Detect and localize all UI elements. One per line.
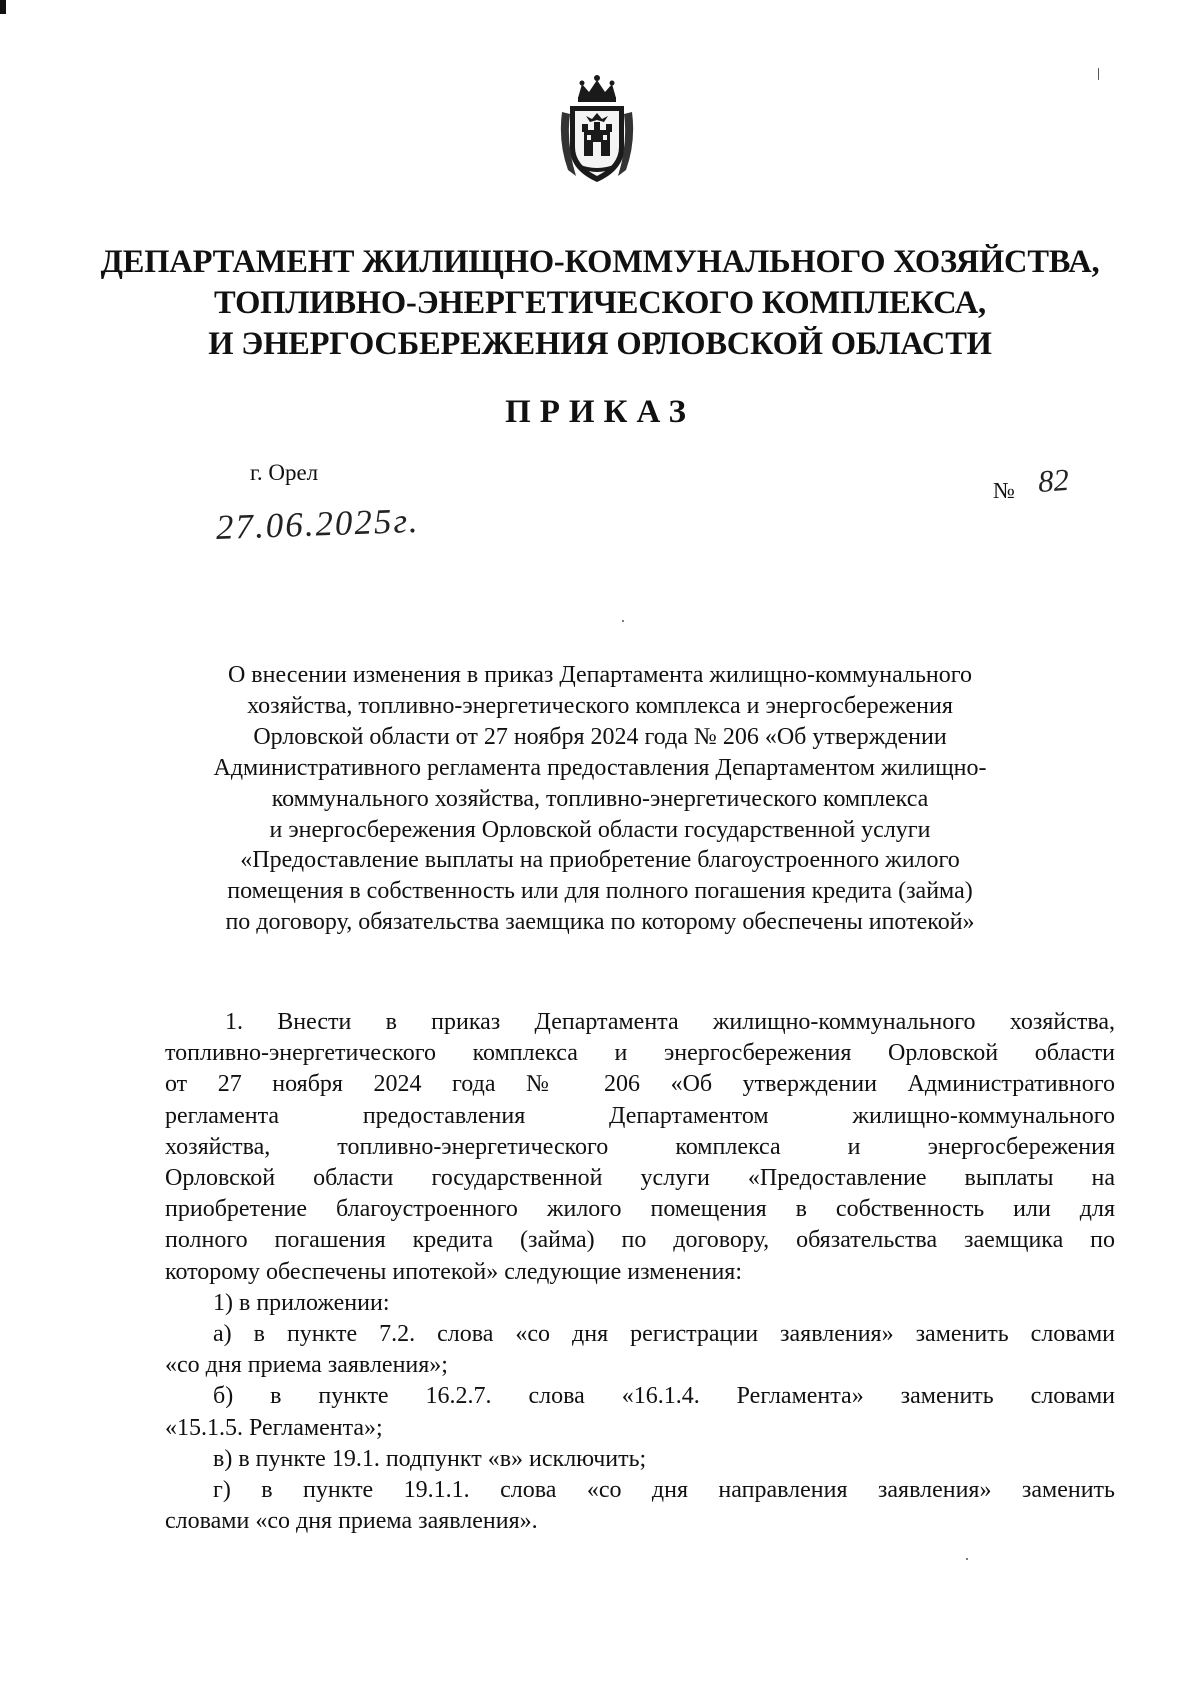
scan-edge-mark [0, 0, 6, 14]
subject-line: хозяйства, топливно-энергетического комплекса и энергосбережения [247, 692, 953, 719]
body-line: от 27 ноября 2024 года № 206 «Об утверждении Административного [165, 1071, 1115, 1098]
body-line: хозяйства, топливно-энергетического комплекса и энергосбережения [165, 1133, 1115, 1160]
body-line: регламента предоставления Департаментом жилищно-коммунального [165, 1102, 1115, 1129]
scan-speck [1098, 68, 1099, 80]
scan-speck [966, 1558, 968, 1560]
department-title-line: ТОПЛИВНО-ЭНЕРГЕТИЧЕСКОГО КОМПЛЕКСА, [214, 285, 986, 321]
subject-line: Орловской области от 27 ноября 2024 года № 206 «Об утверждении [253, 723, 947, 750]
subject-line: помещения в собственность или для полного погашения кредита (займа) [227, 878, 973, 905]
body-line: 1) в приложении: [213, 1289, 390, 1316]
subject-line: и энергосбережения Орловской области государственной услуги [269, 816, 931, 843]
body-line: 1. Внести в приказ Департамента жилищно-коммунального хозяйства, [225, 1009, 1115, 1035]
body-line: приобретение благоустроенного жилого помещения в собственность или для [165, 1196, 1115, 1223]
body-line: полного погашения кредита (займа) по договору, обязательства заемщика по [165, 1227, 1115, 1254]
subject-line: коммунального хозяйства, топливно-энергетического комплекса [271, 785, 929, 812]
body-line: словами «со дня приема заявления». [165, 1508, 538, 1535]
department-title-line: ДЕПАРТАМЕНТ ЖИЛИЩНО-КОММУНАЛЬНОГО ХОЗЯЙСТВА, [100, 244, 1100, 280]
order-body [165, 1007, 1115, 1537]
body-line: в) в пункте 19.1. подпункт «в» исключить; [213, 1445, 647, 1472]
body-line: б) в пункте 16.2.7. слова «16.1.4. Регламента» заменить словами [213, 1383, 1115, 1410]
city-label: г. Орел [250, 460, 319, 485]
subject-line: Административного регламента предоставления Департаментом жилищно- [213, 754, 987, 781]
body-line: «15.1.5. Регламента»; [165, 1414, 383, 1441]
body-line: Орловской области государственной услуги «Предоставление выплаты на [165, 1165, 1115, 1192]
body-line: которому обеспечены ипотекой» следующие изменения: [165, 1258, 743, 1285]
subject-line: по договору, обязательства заемщика по которому обеспечены ипотекой» [225, 909, 975, 936]
coat-of-arms-icon [548, 72, 646, 188]
order-number-label: № [993, 478, 1015, 503]
order-subject [150, 660, 1050, 938]
body-line: топливно-энергетического комплекса и энергосбережения Орловской области [165, 1040, 1115, 1067]
department-title [60, 242, 1140, 365]
subject-line: О внесении изменения в приказ Департамента жилищно-коммунального [227, 662, 973, 688]
document-type-heading: ПРИКАЗ [505, 394, 695, 430]
department-title-line: И ЭНЕРГОСБЕРЕЖЕНИЯ ОРЛОВСКОЙ ОБЛАСТИ [208, 326, 992, 362]
body-line: г) в пункте 19.1.1. слова «со дня направления заявления» заменить [213, 1477, 1115, 1504]
body-line: а) в пункте 7.2. слова «со дня регистрации заявления» заменить словами [213, 1321, 1115, 1348]
order-date-handwritten: 27.06.2025г. [215, 500, 420, 547]
order-number-handwritten: 82 [1036, 461, 1071, 499]
scan-speck [622, 620, 624, 622]
body-line: «со дня приема заявления»; [165, 1352, 448, 1379]
subject-line: «Предоставление выплаты на приобретение благоустроенного жилого [240, 847, 960, 874]
